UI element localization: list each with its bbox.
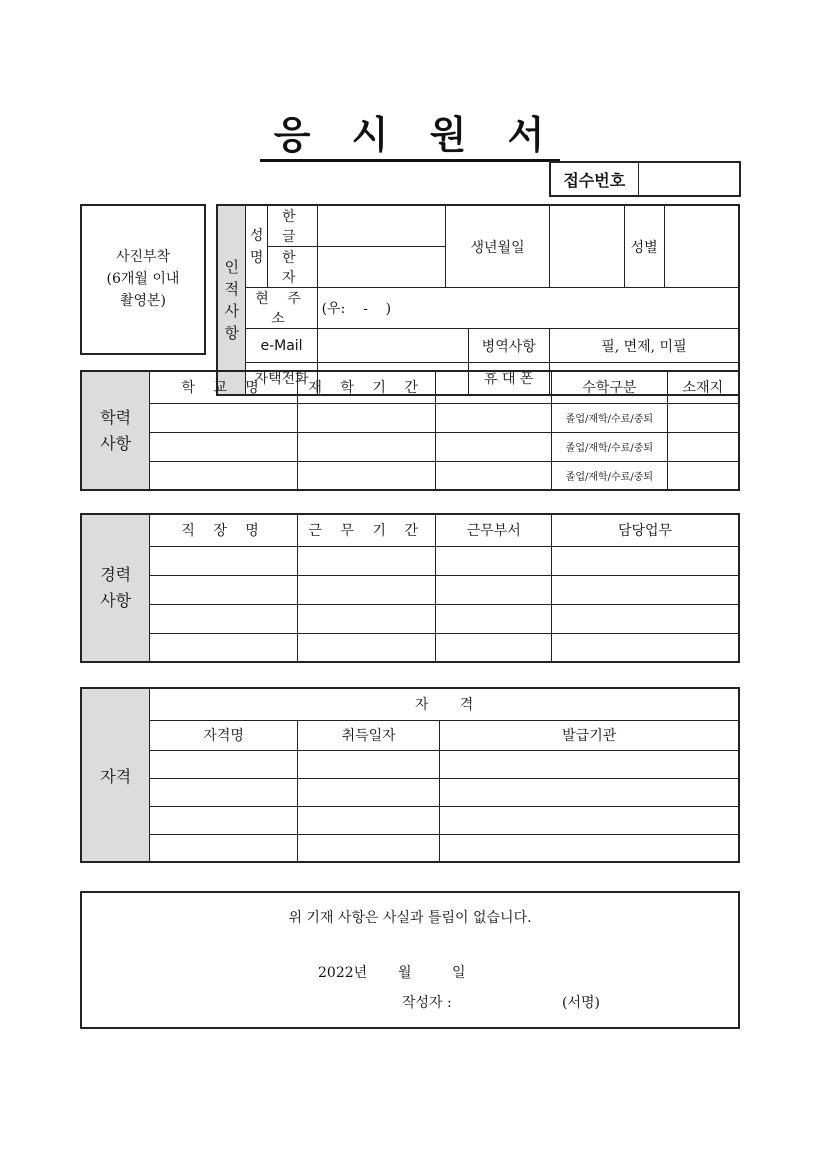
table-cell[interactable] — [297, 575, 436, 604]
address-label: 현 주 소 — [246, 288, 317, 329]
email-field[interactable] — [317, 329, 468, 363]
table-cell[interactable] — [440, 750, 739, 778]
gender-field[interactable] — [664, 205, 739, 288]
address-field[interactable] — [317, 288, 739, 329]
career-header-company: 직 장 명 — [150, 514, 298, 546]
table-cell[interactable] — [297, 432, 436, 461]
table-cell[interactable] — [297, 750, 440, 778]
personal-section-label: 인 적 사 항 — [217, 205, 246, 395]
table-cell[interactable] — [552, 604, 739, 633]
receipt-number-label: 접수번호 — [550, 162, 638, 196]
declaration-signature[interactable]: (서명) — [562, 995, 600, 1011]
table-cell[interactable] — [436, 461, 552, 490]
license-table — [80, 687, 740, 863]
receipt-number-field[interactable] — [638, 162, 740, 196]
table-cell[interactable] — [552, 575, 739, 604]
name-hangul-field[interactable] — [317, 205, 446, 247]
career-header-duty: 담당업무 — [552, 514, 739, 546]
name-hanja-label: 한 자 — [267, 247, 317, 288]
table-cell[interactable] — [552, 546, 739, 575]
name-hanja-field[interactable] — [317, 247, 446, 288]
education-header-status: 수학구분 — [552, 371, 668, 403]
career-table — [80, 513, 740, 663]
education-header-period: 재 학 기 간 — [297, 371, 436, 403]
career-header-department: 근무부서 — [436, 514, 552, 546]
education-status-option[interactable]: 졸업/재학/수료/중퇴 — [552, 403, 668, 432]
declaration-statement: 위 기재 사항은 사실과 틀림이 없습니다. — [288, 910, 532, 926]
table-cell[interactable] — [667, 403, 739, 432]
license-section-label: 자격 — [81, 688, 150, 862]
declaration-month[interactable]: 월 — [398, 965, 412, 981]
receipt-number-box — [549, 161, 741, 197]
education-table — [80, 370, 740, 491]
table-cell[interactable] — [436, 633, 552, 662]
table-cell[interactable] — [436, 546, 552, 575]
license-header-issuer: 발급기관 — [440, 720, 739, 750]
table-cell[interactable] — [552, 633, 739, 662]
education-status-option[interactable]: 졸업/재학/수료/중퇴 — [552, 461, 668, 490]
birth-date-label: 생년월일 — [446, 205, 550, 288]
table-cell[interactable] — [150, 806, 298, 834]
table-cell[interactable] — [440, 806, 739, 834]
table-cell[interactable] — [150, 575, 298, 604]
table-cell[interactable] — [297, 806, 440, 834]
table-cell[interactable] — [150, 546, 298, 575]
postal-code: (우: - ) — [321, 301, 392, 317]
table-cell[interactable] — [440, 778, 739, 806]
table-cell[interactable] — [297, 778, 440, 806]
table-cell[interactable] — [150, 778, 298, 806]
table-cell[interactable] — [667, 432, 739, 461]
table-cell[interactable] — [440, 834, 739, 862]
table-cell[interactable] — [297, 604, 436, 633]
table-cell[interactable] — [297, 403, 436, 432]
military-options[interactable]: 필, 면제, 미필 — [549, 329, 739, 363]
personal-info-table — [216, 204, 740, 396]
table-cell[interactable] — [436, 604, 552, 633]
table-cell[interactable] — [436, 575, 552, 604]
declaration-author: 작성자 : — [402, 995, 452, 1011]
name-hangul-label: 한 글 — [267, 205, 317, 247]
license-banner: 자 격 — [150, 688, 739, 720]
declaration-day[interactable]: 일 — [452, 965, 466, 981]
table-cell[interactable] — [150, 432, 298, 461]
table-cell[interactable] — [150, 461, 298, 490]
declaration-year[interactable]: 2022년 — [318, 965, 368, 981]
photo-label: 사진부착 — [115, 249, 171, 265]
table-cell[interactable] — [297, 633, 436, 662]
mobile-label: 휴 대 폰 — [468, 363, 549, 395]
gender-label: 성별 — [624, 205, 664, 288]
email-label: e-Mail — [246, 329, 317, 363]
table-cell[interactable] — [150, 403, 298, 432]
education-header-location: 소재지 — [667, 371, 739, 403]
table-cell[interactable] — [150, 604, 298, 633]
page-title: 응 시 원 서 — [0, 104, 820, 159]
education-section-label: 학력 사항 — [81, 371, 150, 490]
license-header-name: 자격명 — [150, 720, 298, 750]
table-cell[interactable] — [436, 432, 552, 461]
table-cell[interactable] — [436, 403, 552, 432]
birth-date-field[interactable] — [549, 205, 624, 288]
military-label: 병역사항 — [468, 329, 549, 363]
table-cell[interactable] — [297, 461, 436, 490]
education-status-option[interactable]: 졸업/재학/수료/중퇴 — [552, 432, 668, 461]
table-cell[interactable] — [150, 633, 298, 662]
table-cell[interactable] — [150, 834, 298, 862]
table-cell[interactable] — [297, 546, 436, 575]
declaration-box — [80, 891, 740, 1029]
table-cell[interactable] — [150, 750, 298, 778]
photo-period: (6개월 이내 — [106, 271, 180, 287]
name-label: 성 명 — [246, 205, 267, 288]
career-section-label: 경력 사항 — [81, 514, 150, 662]
table-cell[interactable] — [297, 834, 440, 862]
education-header-school: 학 교 명 — [150, 371, 298, 403]
home-phone-label: 자택전화 — [246, 363, 317, 395]
photo-note: 촬영본) — [119, 293, 167, 309]
career-header-period: 근 무 기 간 — [297, 514, 436, 546]
photo-box[interactable] — [80, 204, 206, 355]
education-header-blank — [436, 371, 552, 403]
license-header-date: 취득일자 — [297, 720, 440, 750]
table-cell[interactable] — [667, 461, 739, 490]
